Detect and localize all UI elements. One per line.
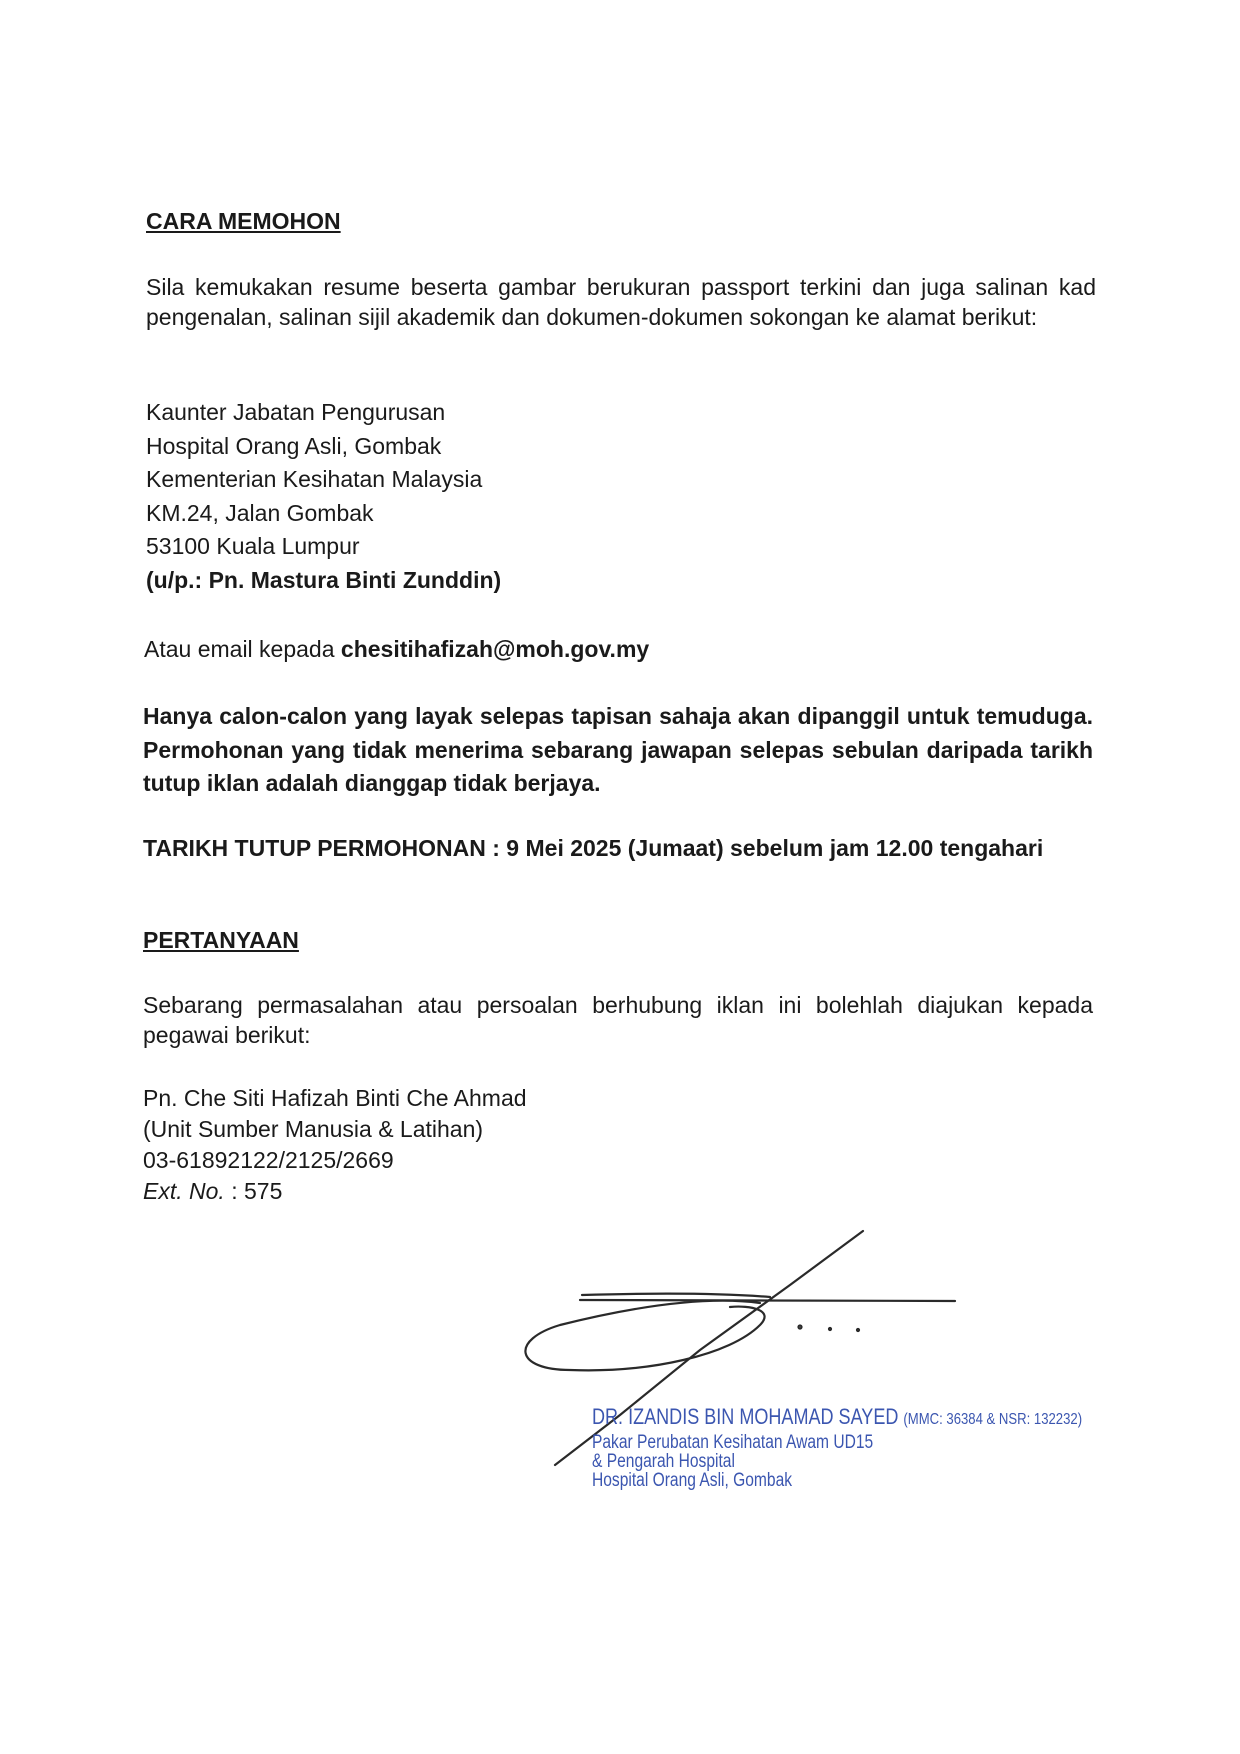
address-line: Kaunter Jabatan Pengurusan	[146, 399, 446, 425]
stamp-line: Hospital Orang Asli, Gombak	[592, 1470, 793, 1491]
email-line	[144, 633, 1094, 666]
address-line: Hospital Orang Asli, Gombak	[146, 432, 442, 459]
address-line: KM.24, Jalan Gombak	[146, 499, 374, 526]
instructions-paragraph: Sila kemukakan resume beserta gambar berukuran passport terkini dan juga salinan kad pengenalan, salinan sijil akademik dan dokumen-dokumen sokongan ke alamat berikut:	[146, 274, 1096, 330]
contact-name: Pn. Che Siti Hafizah Binti Che Ahmad	[143, 1085, 527, 1111]
address-line: 53100 Kuala Lumpur	[146, 533, 360, 559]
stamp-line: & Pengarah Hospital	[592, 1451, 735, 1472]
screening-notice: Hanya calon-calon yang layak selepas tapisan sahaja akan dipanggil untuk temuduga. Permohonan yang tidak menerima sebarang jawapan selepas sebulan daripada tarikh tutup iklan adalah dianggap tidak berjaya.	[143, 703, 1093, 796]
official-stamp	[592, 1404, 1082, 1490]
mailing-address	[146, 396, 1096, 597]
ext-value: : 575	[224, 1178, 283, 1204]
stamp-name-line	[592, 1404, 1082, 1433]
section-heading-cara-memohon: CARA MEMOHON	[146, 208, 341, 234]
contact-extension	[143, 1176, 1093, 1207]
address-line: Kementerian Kesihatan Malaysia	[146, 466, 483, 492]
contact-unit: (Unit Sumber Manusia & Latihan)	[143, 1116, 484, 1142]
enquiry-paragraph: Sebarang permasalahan atau persoalan berhubung iklan ini bolehlah diajukan kepada pegawai berikut:	[143, 992, 1093, 1048]
contact-phone: 03-61892122/2125/2669	[143, 1147, 394, 1173]
stamp-registration: (MMC: 36384 & NSR: 132232)	[903, 1411, 1083, 1428]
email-prefix: Atau email kepada	[144, 636, 341, 662]
ext-label: Ext. No.	[143, 1178, 225, 1204]
section-heading-pertanyaan: PERTANYAAN	[143, 927, 299, 953]
email-address[interactable]: chesitihafizah@moh.gov.my	[340, 636, 650, 662]
closing-date: TARIKH TUTUP PERMOHONAN : 9 Mei 2025 (Jumaat) sebelum jam 12.00 tengahari	[143, 835, 1044, 861]
stamp-line: Pakar Perubatan Kesihatan Awam UD15	[592, 1432, 874, 1453]
contact-block	[143, 1083, 1093, 1207]
attention-line: (u/p.: Pn. Mastura Binti Zunddin)	[146, 566, 502, 593]
stamp-name: DR. IZANDIS BIN MOHAMAD SAYED	[592, 1404, 899, 1429]
